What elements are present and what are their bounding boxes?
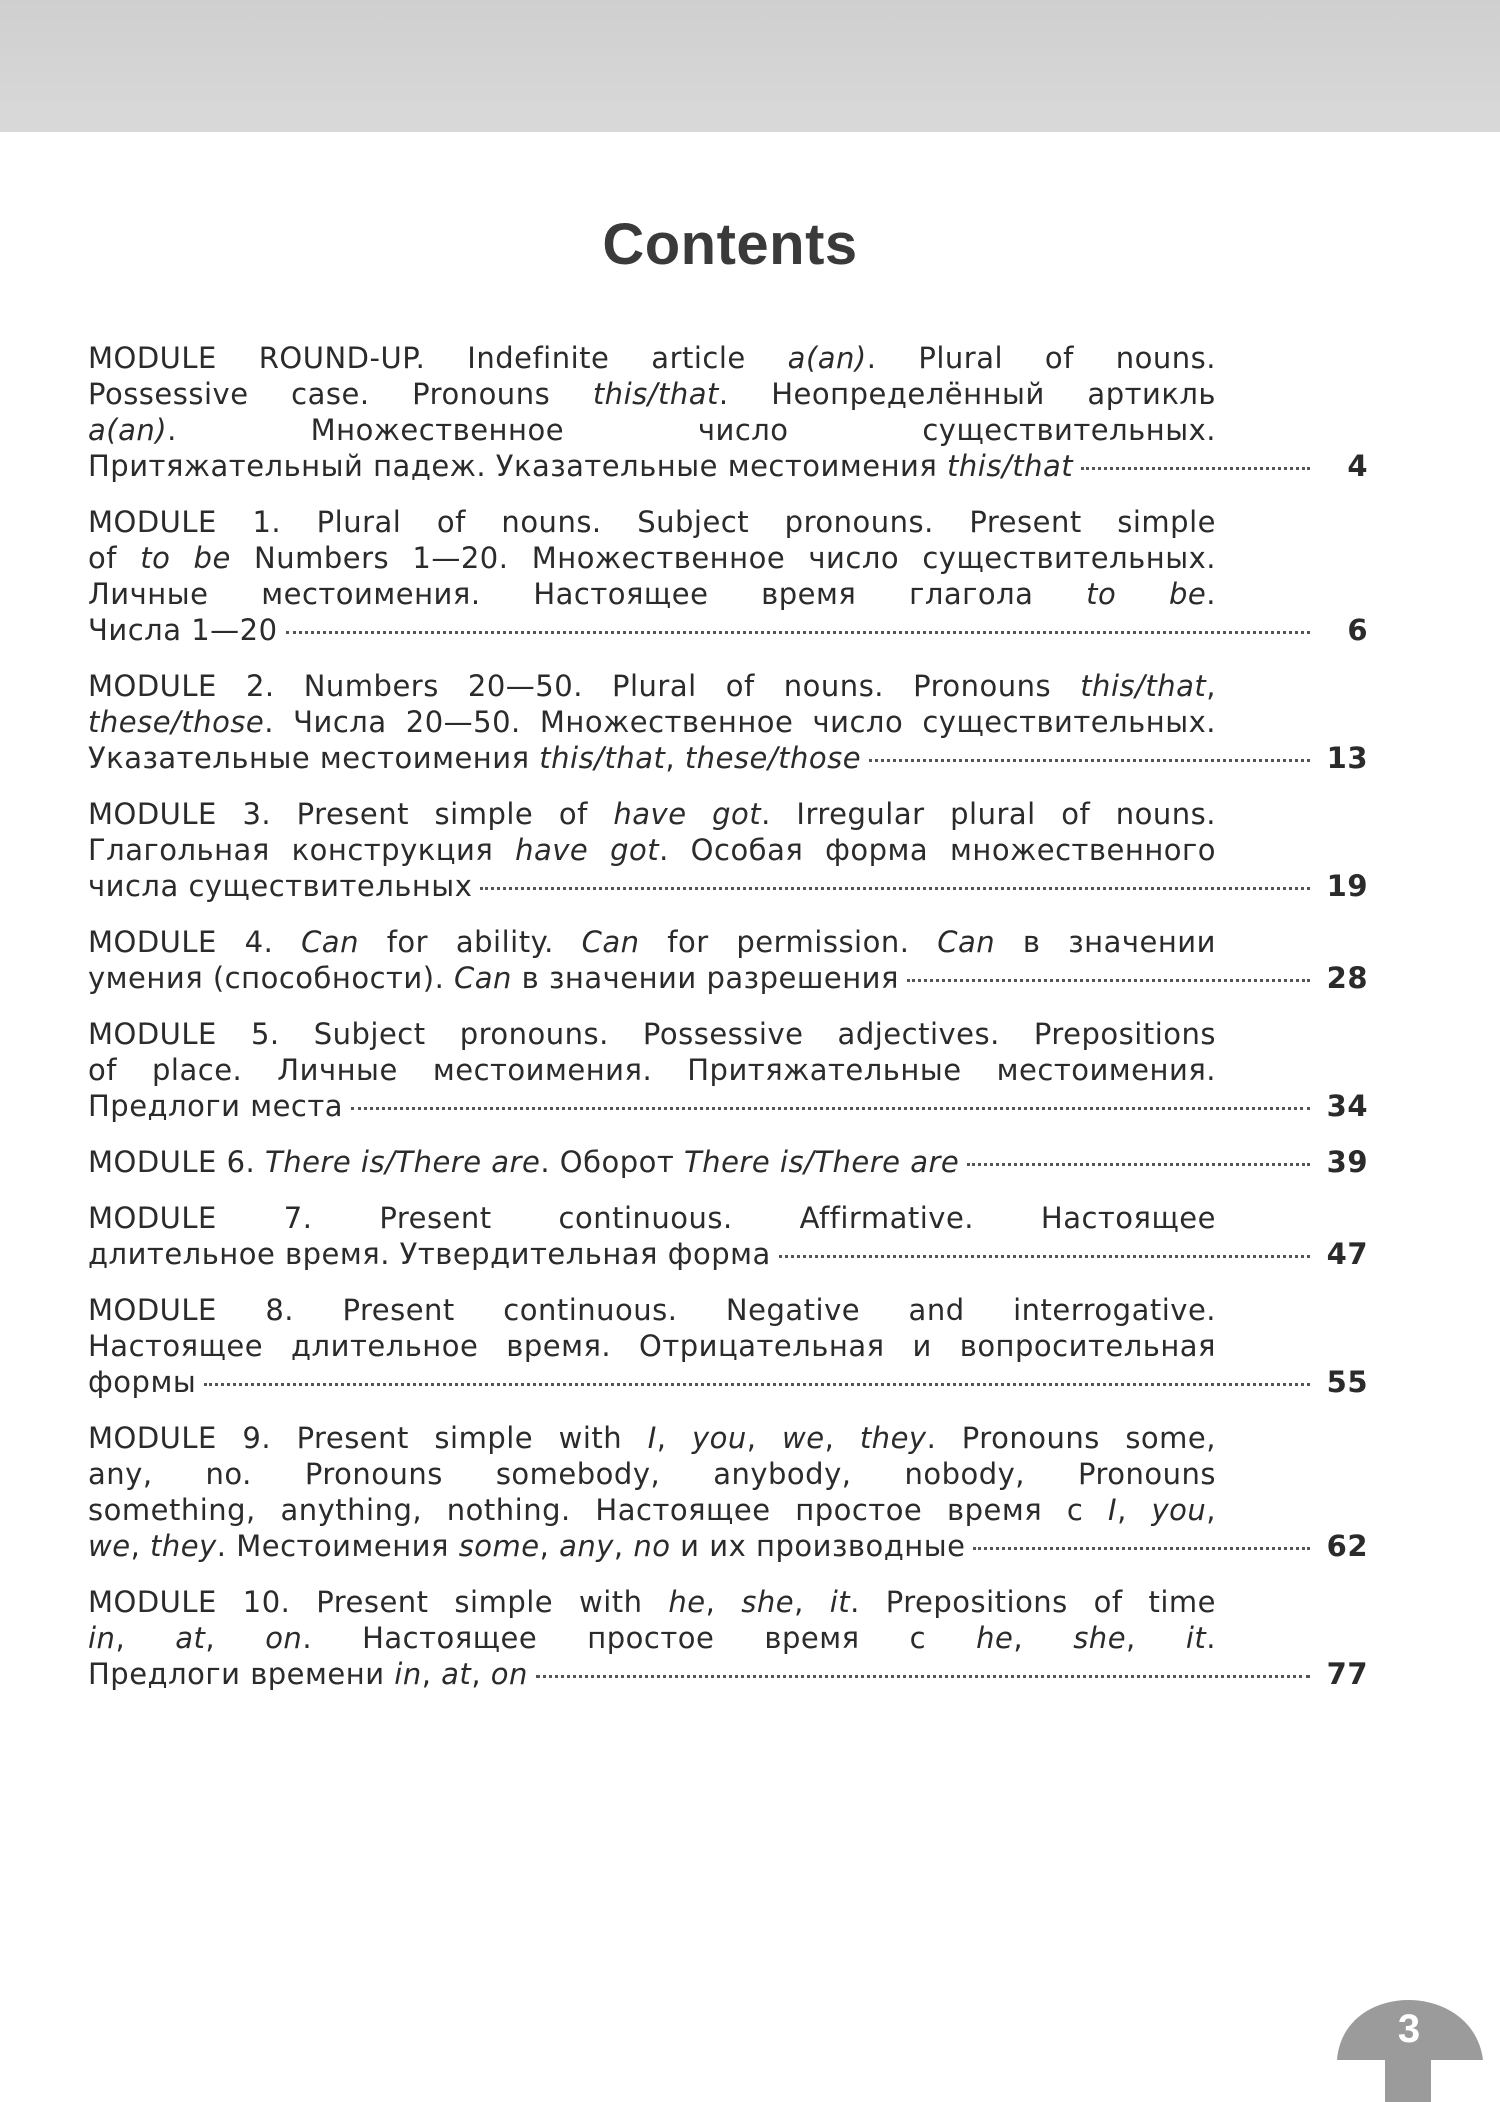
toc-text-segment: in (88, 1621, 116, 1655)
toc-text-segment: , (130, 1529, 150, 1563)
toc-entry (88, 1144, 1368, 1180)
toc-text-segment: , (656, 1421, 692, 1455)
toc-entry-last-line (88, 448, 1368, 484)
dot-leader (907, 979, 1310, 982)
toc-text-segment: for ability. (358, 925, 582, 959)
toc-text-segment: at (175, 1621, 206, 1655)
toc-text-segment: any (559, 1529, 614, 1563)
toc-text-segment: . Числа 20—50. Множественное число существительных. (264, 705, 1216, 739)
toc-entry-line (88, 540, 1216, 576)
toc-entry-text (88, 448, 1073, 484)
toc-entry (88, 796, 1368, 904)
dot-leader (351, 1107, 1310, 1110)
toc-text-segment: . Особая форма множественного (659, 833, 1216, 867)
toc-text-segment: Личные местоимения. Настоящее время глагола (88, 577, 1087, 611)
toc-page-number: 39 (1326, 1145, 1368, 1179)
toc-text-segment: в значении (995, 925, 1216, 959)
toc-entry-line (88, 1584, 1216, 1620)
toc-text-segment: I (647, 1421, 657, 1455)
toc-text-segment: . Множественное число существительных. (167, 413, 1216, 447)
toc-text-segment: MODULE ROUND-UP. Indefinite article (88, 341, 788, 375)
dot-leader (204, 1383, 1310, 1386)
toc-entry-last-line (88, 1088, 1368, 1124)
toc-text-segment: Numbers 1—20. Множественное число существительных. (230, 541, 1216, 575)
toc-text-segment: Предлоги места (88, 1089, 344, 1123)
toc-text-segment: числа существительных (88, 869, 473, 903)
toc-entry-text (88, 960, 899, 996)
toc-text-segment: we (782, 1421, 825, 1455)
toc-page-number: 77 (1326, 1657, 1368, 1691)
toc-text-segment: of (88, 541, 141, 575)
toc-entry (88, 1016, 1368, 1124)
toc-text-segment: . Оборот (540, 1145, 684, 1179)
page-number-mushroom-badge (1333, 1950, 1483, 2102)
toc-entry-line (88, 412, 1216, 448)
toc-text-segment: . Местоимения (216, 1529, 459, 1563)
toc-entry-text (88, 1236, 771, 1272)
mushroom-stem-icon (1385, 2058, 1431, 2102)
toc-entry-line (88, 1292, 1216, 1328)
toc-entry-text (88, 612, 278, 648)
dot-leader (869, 759, 1310, 762)
toc-text-segment: at (441, 1657, 472, 1691)
toc-text-segment: MODULE 6. (88, 1145, 265, 1179)
toc-entry-last-line (88, 1144, 1368, 1180)
toc-entry-last-line (88, 1528, 1368, 1564)
toc-text-segment: умения (способности). (88, 961, 455, 995)
toc-text-segment: of place. Личные местоимения. Притяжательные местоимения. (88, 1053, 1216, 1087)
toc-entry-last-line (88, 868, 1368, 904)
toc-text-segment: Can (937, 925, 996, 959)
toc-text-segment: , (205, 1621, 266, 1655)
toc-entry-text (88, 868, 472, 904)
toc-text-segment: MODULE 9. Present simple with (88, 1421, 648, 1455)
toc-text-segment: I (1108, 1493, 1118, 1527)
table-of-contents (88, 340, 1368, 1712)
toc-entry (88, 924, 1368, 996)
toc-text-segment: MODULE 1. Plural of nouns. Subject pronouns. Present simple (88, 505, 1216, 539)
toc-entry (88, 1420, 1368, 1564)
toc-text-segment: Притяжательный падеж. Указательные местоимения (88, 449, 948, 483)
toc-text-segment: it (829, 1585, 851, 1619)
toc-entry-line (88, 340, 1216, 376)
toc-text-segment: you (691, 1421, 747, 1455)
toc-page-number: 28 (1326, 961, 1368, 995)
toc-text-segment: . Неопределённый артикль (718, 377, 1216, 411)
toc-text-segment: Can (301, 925, 359, 959)
toc-text-segment: MODULE 2. Numbers 20—50. Plural of nouns. Pronouns (88, 669, 1081, 703)
toc-text-segment: . (1206, 577, 1216, 611)
toc-text-segment: some (458, 1529, 540, 1563)
toc-entry-text (88, 1364, 196, 1400)
toc-text-segment: There is/There are (683, 1145, 960, 1179)
toc-entry (88, 1200, 1368, 1272)
toc-text-segment: Possessive case. Pronouns (88, 377, 593, 411)
toc-page-number: 55 (1326, 1365, 1368, 1399)
toc-text-segment: MODULE 7. Present continuous. Affirmative. Настоящее (88, 1201, 1216, 1235)
toc-text-segment: these/those (88, 705, 265, 739)
toc-text-segment: . Prepositions of time (850, 1585, 1217, 1619)
toc-entry-line (88, 1420, 1216, 1456)
toc-text-segment: Указательные местоимения (88, 741, 540, 775)
toc-entry-line (88, 668, 1216, 704)
toc-text-segment: these/those (684, 741, 862, 775)
toc-text-segment: , (665, 741, 685, 775)
toc-text-segment: , (1013, 1621, 1074, 1655)
toc-entry-text (88, 740, 861, 776)
toc-text-segment: Can (454, 961, 512, 995)
toc-text-segment: . Pronouns some, (926, 1421, 1216, 1455)
toc-text-segment: this/that (539, 741, 666, 775)
toc-text-segment: he (976, 1621, 1014, 1655)
toc-text-segment: in (394, 1657, 422, 1691)
toc-text-segment: , (539, 1529, 560, 1563)
toc-page-number: 13 (1326, 741, 1368, 775)
toc-entry (88, 340, 1368, 484)
toc-text-segment: . Plural of nouns. (866, 341, 1216, 375)
dot-leader (286, 631, 1310, 634)
top-gray-band (0, 0, 1500, 132)
toc-entry-text (88, 1528, 965, 1564)
toc-text-segment: MODULE 8. Present continuous. Negative and interrogative. (88, 1293, 1216, 1327)
toc-text-segment: формы (88, 1365, 197, 1399)
toc-text-segment: , (794, 1585, 830, 1619)
toc-entry-text (88, 1144, 959, 1180)
toc-text-segment: this/that (947, 449, 1074, 483)
toc-entry-line (88, 796, 1216, 832)
toc-entry (88, 1584, 1368, 1692)
toc-text-segment: something, anything, nothing. Настоящее простое время с (88, 1493, 1108, 1527)
toc-text-segment: this/that (592, 377, 719, 411)
toc-text-segment: . Настоящее простое время с (302, 1621, 977, 1655)
toc-text-segment: , (1126, 1621, 1186, 1655)
dot-leader (973, 1547, 1310, 1550)
toc-entry-line (88, 1052, 1216, 1088)
toc-text-segment: a(an) (787, 341, 867, 375)
toc-entry-line (88, 832, 1216, 868)
toc-text-segment: she (1073, 1621, 1127, 1655)
toc-text-segment: it (1185, 1621, 1207, 1655)
toc-text-segment: to be (1086, 577, 1207, 611)
toc-page-number: 19 (1326, 869, 1368, 903)
toc-text-segment: . Irregular plural of nouns. (761, 797, 1216, 831)
toc-text-segment: we (88, 1529, 131, 1563)
dot-leader (480, 887, 1310, 890)
toc-entry-last-line (88, 612, 1368, 648)
toc-text-segment: MODULE 5. Subject pronouns. Possessive adjectives. Prepositions (88, 1017, 1216, 1051)
toc-entry-line (88, 1328, 1216, 1364)
toc-text-segment: have got (613, 797, 762, 831)
toc-text-segment: Can (581, 925, 640, 959)
toc-text-segment: MODULE 3. Present simple of (88, 797, 614, 831)
toc-entry-line (88, 924, 1216, 960)
toc-text-segment: . (1206, 1621, 1216, 1655)
toc-entry-text (88, 1656, 528, 1692)
page-number: 3 (1397, 2007, 1421, 2051)
toc-entry-last-line (88, 740, 1368, 776)
toc-entry-last-line (88, 1656, 1368, 1692)
toc-entry-line (88, 504, 1216, 540)
toc-text-segment: Числа 1—20 (88, 613, 278, 647)
toc-entry (88, 504, 1368, 648)
toc-text-segment: MODULE 4. (88, 925, 302, 959)
toc-page-number: 4 (1347, 449, 1368, 483)
toc-page-number: 34 (1326, 1089, 1368, 1123)
toc-page-number: 47 (1326, 1237, 1368, 1271)
toc-text-segment: , (746, 1421, 783, 1455)
toc-text-segment: , (471, 1657, 491, 1691)
toc-text-segment: Предлоги времени (88, 1657, 395, 1691)
toc-text-segment: MODULE 10. Present simple with (88, 1585, 669, 1619)
dot-leader (536, 1675, 1310, 1678)
toc-text-segment: , (115, 1621, 176, 1655)
toc-text-segment: Глагольная конструкция (88, 833, 516, 867)
toc-text-segment: , (824, 1421, 860, 1455)
page-title: Contents (602, 211, 858, 277)
toc-entry-line (88, 704, 1216, 740)
toc-text-segment: , (1206, 1493, 1217, 1527)
toc-text-segment: , (613, 1529, 634, 1563)
toc-text-segment: , (421, 1657, 442, 1691)
toc-text-segment: she (741, 1585, 795, 1619)
toc-text-segment: и их производные (670, 1529, 966, 1563)
toc-text-segment: they (859, 1421, 927, 1455)
toc-text-segment: no (633, 1529, 671, 1563)
toc-entry-line (88, 376, 1216, 412)
toc-text-segment: any, no. Pronouns somebody, anybody, nobody, Pronouns (88, 1457, 1216, 1491)
toc-entry-line (88, 1620, 1216, 1656)
toc-text-segment: , (1206, 669, 1216, 703)
toc-text-segment: you (1151, 1493, 1207, 1527)
toc-text-segment: длительное время. Утвердительная форма (88, 1237, 771, 1271)
toc-text-segment: , (1117, 1493, 1152, 1527)
toc-text-segment: There is/There are (265, 1145, 541, 1179)
toc-entry-last-line (88, 960, 1368, 996)
toc-entry (88, 668, 1368, 776)
toc-text-segment: this/that (1080, 669, 1207, 703)
toc-text-segment: a(an) (88, 413, 168, 447)
toc-text-segment: on (490, 1657, 528, 1691)
toc-text-segment: в значении разрешения (511, 961, 899, 995)
toc-text-segment: on (265, 1621, 303, 1655)
toc-entry-last-line (88, 1364, 1368, 1400)
toc-text-segment: they (150, 1529, 217, 1563)
toc-text-segment: Настоящее длительное время. Отрицательная и вопросительная (88, 1329, 1216, 1363)
toc-text-segment: he (668, 1585, 706, 1619)
toc-entry-line (88, 1492, 1216, 1528)
dot-leader (967, 1163, 1310, 1166)
toc-entry-line (88, 1200, 1216, 1236)
toc-text-segment: to be (140, 541, 231, 575)
toc-entry-line (88, 576, 1216, 612)
dot-leader (1081, 467, 1310, 470)
toc-text-segment: for permission. (639, 925, 938, 959)
toc-entry-text (88, 1088, 343, 1124)
toc-text-segment: have got (515, 833, 660, 867)
toc-text-segment: , (705, 1585, 742, 1619)
toc-entry (88, 1292, 1368, 1400)
toc-entry-last-line (88, 1236, 1368, 1272)
toc-entry-line (88, 1456, 1216, 1492)
toc-page-number: 6 (1347, 613, 1368, 647)
toc-entry-line (88, 1016, 1216, 1052)
dot-leader (779, 1255, 1310, 1258)
toc-page-number: 62 (1326, 1529, 1368, 1563)
